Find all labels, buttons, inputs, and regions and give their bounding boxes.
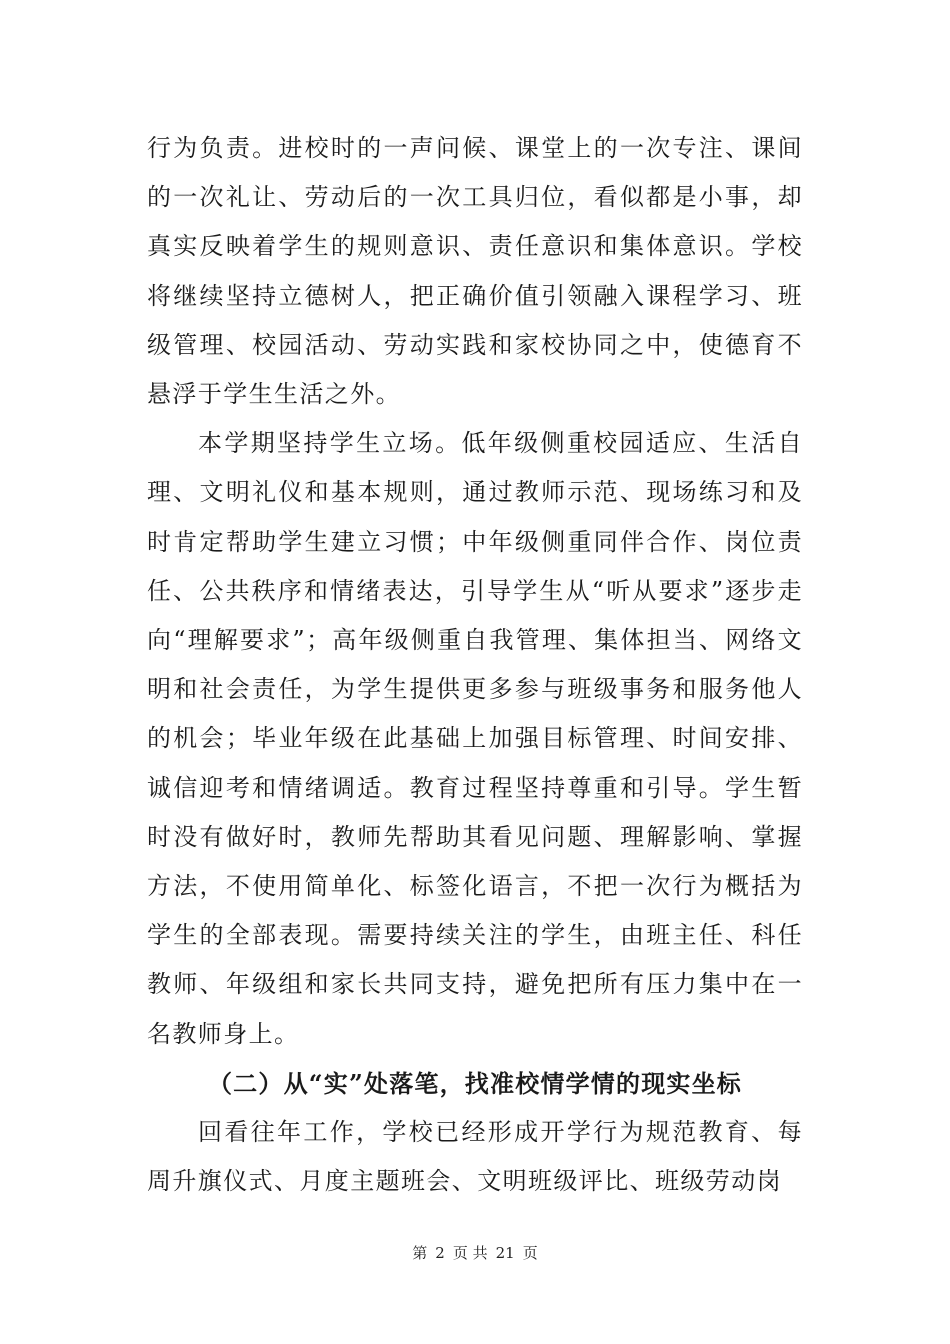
footer-page-number: 2 — [435, 1244, 445, 1262]
document-body — [147, 124, 803, 1206]
body-paragraph-review: 回看往年工作，学校已经形成开学行为规范教育、每周升旗仪式、月度主题班会、文明班级评比、班级劳动岗 — [147, 1118, 803, 1196]
body-paragraph-continued: 行为负责。进校时的一声问候、课堂上的一次专注、课间的一次礼让、劳动后的一次工具归位，看似都是小事，却真实反映着学生的规则意识、责任意识和集体意识。学校将继续坚持立德树人，把正确价值引领融入课程学习、班级管理、校园活动、劳动实践和家校协同之中，使德育不悬浮于学生生活之外。 — [147, 134, 803, 409]
footer-total-pages: 21 — [495, 1244, 515, 1262]
footer-suffix: 页 — [522, 1244, 538, 1262]
footer-prefix: 第 — [412, 1244, 428, 1262]
footer-mid: 页 共 — [452, 1244, 488, 1262]
section-heading: （二）从“实”处落笔，找准校情学情的现实坐标 — [207, 1068, 742, 1098]
body-paragraph-student-stance: 本学期坚持学生立场。低年级侧重校园适应、生活自理、文明礼仪和基本规则，通过教师示范、现场练习和及时肯定帮助学生建立习惯；中年级侧重同伴合作、岗位责任、公共秩序和情绪表达，引导学生从“听从要求”逐步走向“理解要求”；高年级侧重自我管理、集体担当、网络文明和社会责任，为学生提供更多参与班级事务和服务他人的机会；毕业年级在此基础上加强目标管理、时间安排、诚信迎考和情绪调适。教育过程坚持尊重和引导。学生暂时没有做好时，教师先帮助其看见问题、理解影响、掌握方法，不使用简单化、标签化语言，不把一次行为概括为学生的全部表现。需要持续关注的学生，由班主任、科任教师、年级组和家长共同支持，避免把所有压力集中在一名教师身上。 — [147, 429, 803, 1048]
page-footer — [0, 1242, 950, 1263]
